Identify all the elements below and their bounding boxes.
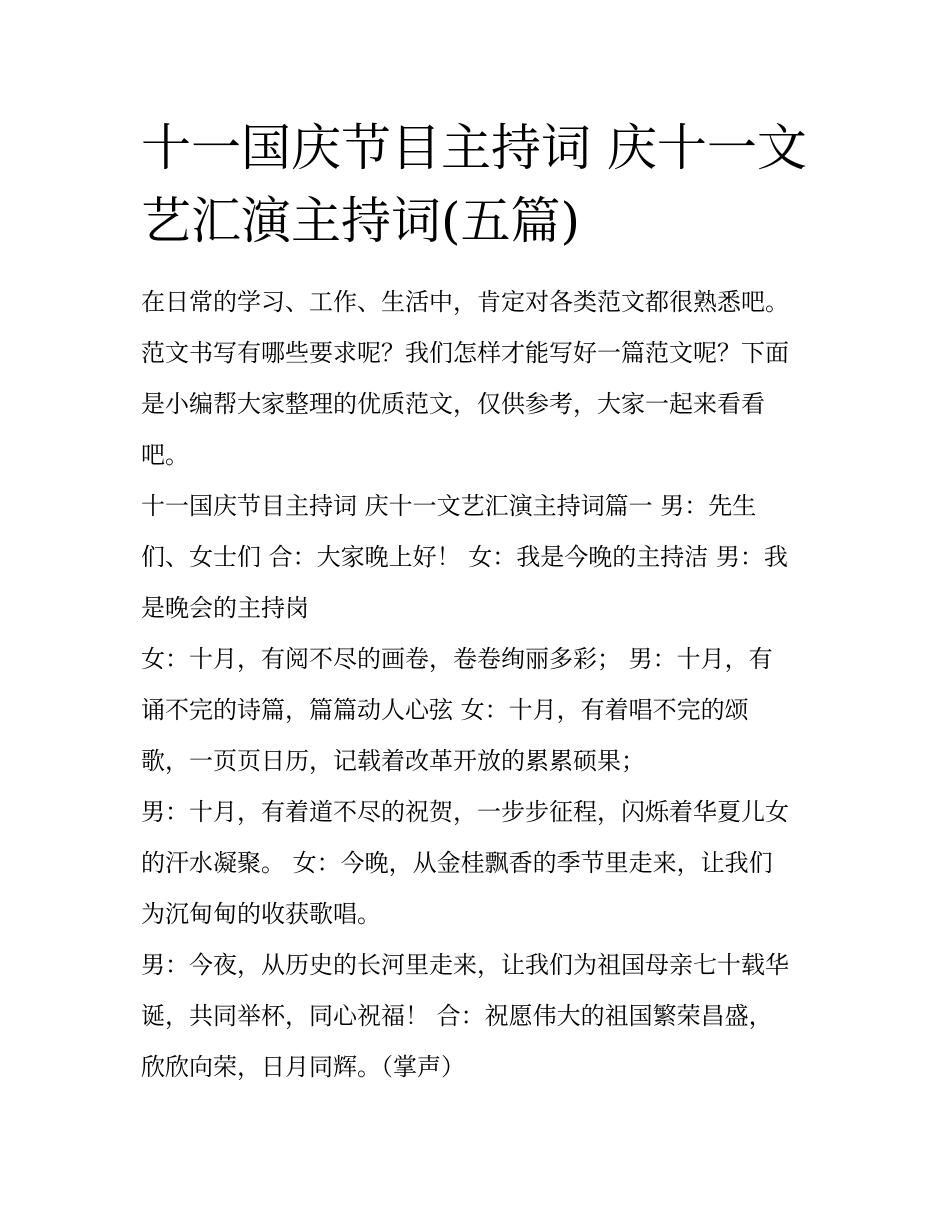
body-line: 范文书写有哪些要求呢？我们怎样才能写好一篇范文呢？下面 (141, 339, 789, 367)
body-line: 十一国庆节目主持词 庆十一文艺汇演主持词篇一 男：先生 (141, 492, 757, 520)
body-line: 们、女士们 合：大家晚上好！ 女：我是今晚的主持洁 男：我 (141, 543, 788, 571)
document-body (141, 277, 831, 1093)
body-line: 男：今夜，从历史的长河里走来，让我们为祖国母亲七十载华 (141, 951, 789, 979)
body-line: 吧。 (141, 441, 189, 469)
body-line: 男：十月，有着道不尽的祝贺，一步步征程，闪烁着华夏儿女 (141, 798, 789, 826)
body-line: 诞，共同举杯，同心祝福！ 合：祝愿伟大的祖国繁荣昌盛， (141, 1002, 773, 1030)
body-line: 欣欣向荣，日月同辉。（掌声） (141, 1053, 465, 1081)
document-title (141, 112, 831, 258)
body-line: 是小编帮大家整理的优质范文，仅供参考，大家一起来看看 (141, 390, 765, 418)
body-line: 女：十月，有阅不尽的画卷，卷卷绚丽多彩； 男：十月，有 (141, 645, 773, 673)
title-line-2: 艺汇演主持词(五篇) (141, 192, 581, 250)
body-line: 诵不完的诗篇，篇篇动人心弦 女：十月，有着唱不完的颂 (141, 696, 749, 724)
body-line: 为沉甸甸的收获歌唱。 (141, 900, 381, 928)
body-line: 是晚会的主持岗 (141, 594, 309, 622)
body-line: 在日常的学习、工作、生活中，肯定对各类范文都很熟悉吧。 (141, 288, 789, 316)
body-line: 歌，一页页日历，记载着改革开放的累累硕果； (141, 747, 645, 775)
body-line: 的汗水凝聚。 女：今晚，从金桂飘香的季节里走来，让我们 (141, 849, 773, 877)
title-line-1: 十一国庆节目主持词 庆十一文 (141, 119, 807, 177)
